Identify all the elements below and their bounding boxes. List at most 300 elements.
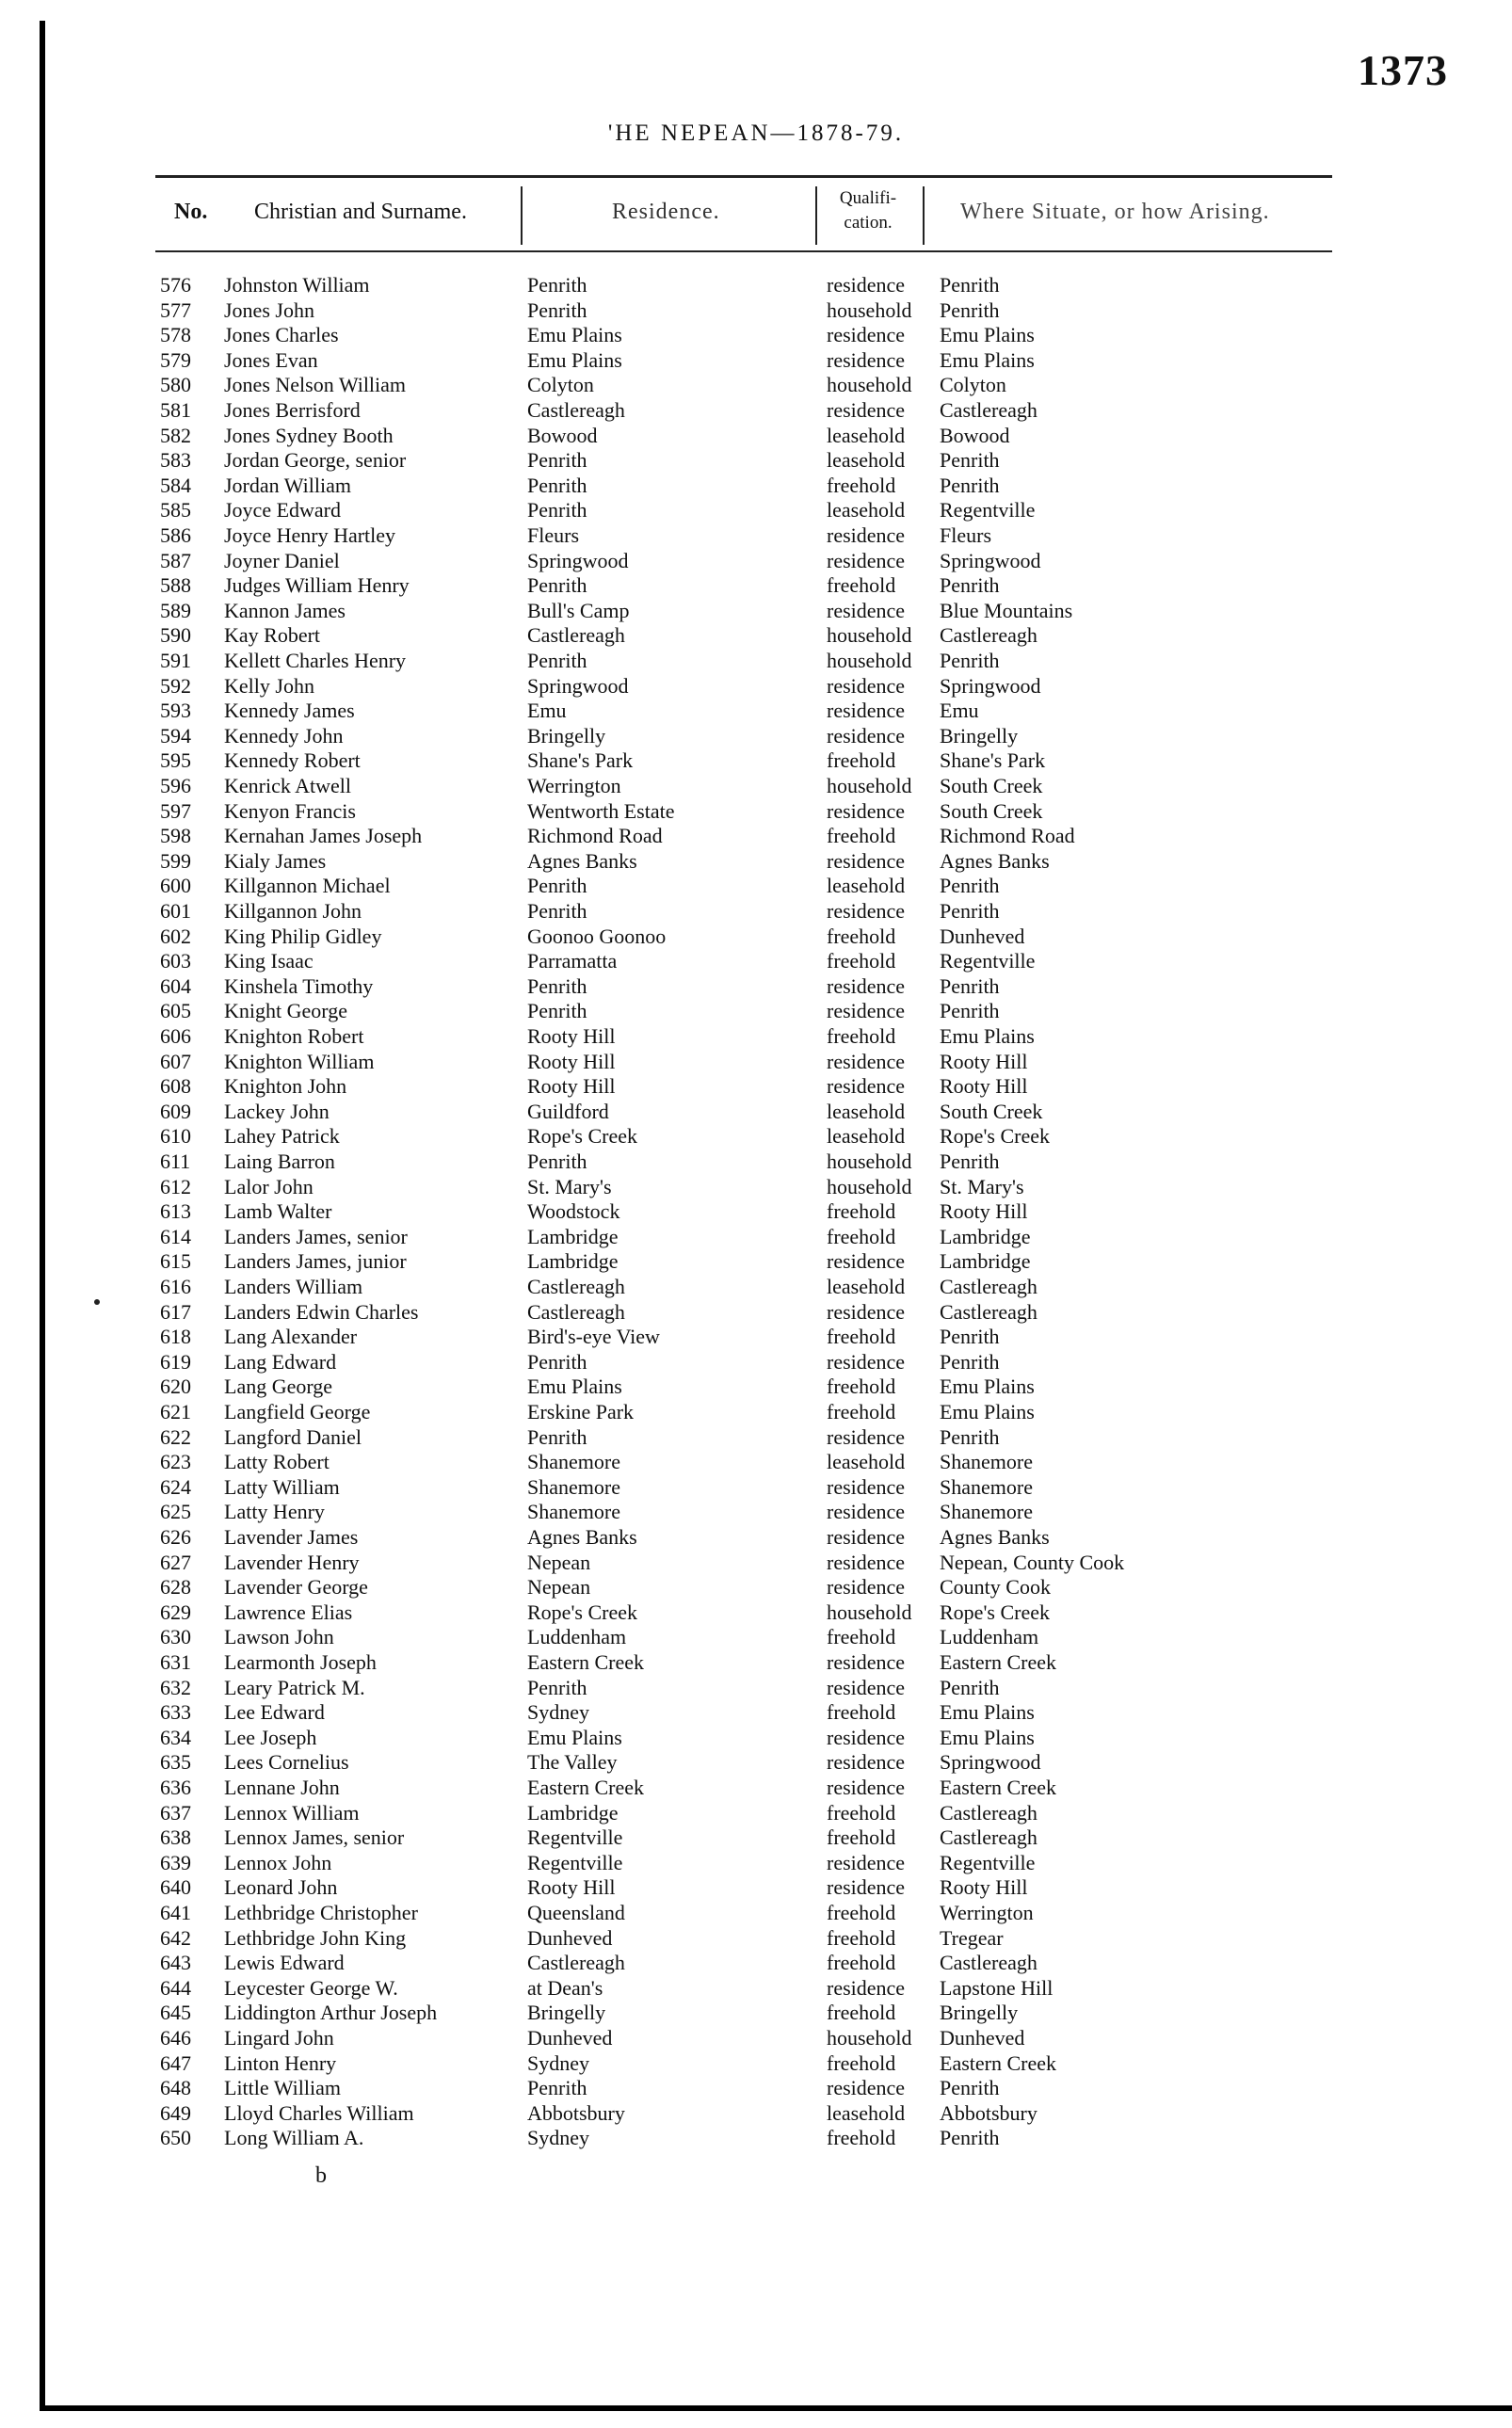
entry-number: 577: [160, 297, 191, 322]
entry-number: 622: [160, 1424, 191, 1449]
property-location: South Creek: [940, 798, 1043, 823]
entry-number: 638: [160, 1825, 191, 1850]
voter-residence: Eastern Creek: [527, 1650, 644, 1674]
table-row: [0, 1776, 1512, 1800]
voter-qualification: residence: [827, 798, 906, 823]
voter-name: Landers James, senior: [224, 1224, 408, 1248]
table-row: [0, 974, 1512, 999]
voter-residence: Emu: [527, 699, 567, 723]
table-row: [0, 448, 1512, 473]
table-row: [0, 1275, 1512, 1299]
entry-number: 637: [160, 1800, 191, 1825]
voter-residence: Regentville: [527, 1850, 623, 1874]
header-rule-top: [155, 175, 1332, 178]
voter-name: Lingard John: [224, 2026, 334, 2050]
voter-qualification: household: [827, 297, 912, 322]
property-location: Shanemore: [940, 1474, 1033, 1499]
voter-qualification: residence: [827, 1675, 906, 1699]
table-row: [0, 424, 1512, 448]
voter-residence: Eastern Creek: [527, 1776, 644, 1799]
property-location: Emu Plains: [940, 323, 1035, 347]
voter-name: Kenyon Francis: [224, 798, 356, 823]
voter-residence: Emu Plains: [527, 1375, 622, 1399]
table-row: [0, 1350, 1512, 1375]
property-location: Shanemore: [940, 1500, 1033, 1524]
entry-number: 579: [160, 347, 191, 372]
table-row: [0, 1825, 1512, 1850]
table-row: [0, 623, 1512, 648]
voter-qualification: residence: [827, 598, 906, 622]
entry-number: 613: [160, 1199, 191, 1224]
property-location: Richmond Road: [940, 824, 1075, 848]
property-location: Springwood: [940, 548, 1041, 572]
entry-number: 616: [160, 1275, 191, 1298]
voter-name: Lang Edward: [224, 1349, 337, 1374]
voter-qualification: residence: [827, 1575, 906, 1600]
voter-qualification: freehold: [827, 1199, 896, 1224]
entry-number: 643: [160, 1951, 191, 1975]
property-location: Springwood: [940, 673, 1041, 698]
voter-residence: Penrith: [527, 473, 587, 497]
voter-qualification: leasehold: [827, 1099, 906, 1123]
entry-number: 629: [160, 1600, 191, 1624]
voter-qualification: residence: [827, 1525, 906, 1549]
voter-qualification: residence: [827, 1249, 906, 1274]
voter-name: Jones John: [224, 297, 314, 322]
voter-qualification: freehold: [827, 1625, 896, 1649]
table-row: [0, 1951, 1512, 1975]
voter-qualification: residence: [827, 548, 906, 572]
column-divider: [521, 186, 523, 245]
property-location: South Creek: [940, 774, 1043, 797]
voter-residence: Castlereagh: [527, 623, 625, 648]
entry-number: 626: [160, 1525, 191, 1549]
voter-qualification: residence: [827, 1424, 906, 1449]
voter-qualification: leasehold: [827, 423, 906, 447]
voter-name: Little William: [224, 2076, 341, 2100]
property-location: Rooty Hill: [940, 1199, 1028, 1224]
voter-qualification: freehold: [827, 1800, 896, 1825]
entry-number: 614: [160, 1224, 191, 1248]
voter-name: King Philip Gidley: [224, 924, 382, 948]
voter-name: Long William A.: [224, 2126, 364, 2150]
property-location: Castlereagh: [940, 1951, 1037, 1975]
property-location: Rooty Hill: [940, 1049, 1028, 1073]
voter-residence: Dunheved: [527, 2026, 613, 2050]
property-location: Lambridge: [940, 1224, 1031, 1248]
table-row: [0, 1199, 1512, 1224]
entry-number: 649: [160, 2100, 191, 2125]
voter-residence: Nepean: [527, 1550, 591, 1574]
ink-spot: [94, 1299, 100, 1305]
voter-residence: Penrith: [527, 1150, 587, 1173]
voter-residence: Bowood: [527, 423, 598, 447]
table-row: [0, 298, 1512, 323]
voter-qualification: leasehold: [827, 1450, 906, 1474]
voter-residence: Bringelly: [527, 2001, 606, 2025]
table-row: [0, 573, 1512, 598]
voter-name: Johnston William: [224, 273, 370, 297]
property-location: Colyton: [940, 373, 1006, 397]
voter-qualification: residence: [827, 323, 906, 347]
entry-number: 607: [160, 1049, 191, 1073]
entry-number: 586: [160, 523, 191, 547]
voter-qualification: residence: [827, 1650, 906, 1674]
entry-number: 608: [160, 1074, 191, 1099]
table-row: [0, 1926, 1512, 1951]
column-header-residence: Residence.: [612, 200, 720, 224]
voter-residence: Woodstock: [527, 1199, 620, 1224]
entry-number: 600: [160, 874, 191, 898]
table-row: [0, 925, 1512, 949]
voter-qualification: freehold: [827, 2126, 896, 2150]
voter-name: Landers William: [224, 1275, 363, 1298]
table-row: [0, 2076, 1512, 2100]
voter-residence: Sydney: [527, 1700, 589, 1725]
voter-residence: Penrith: [527, 2076, 587, 2100]
voter-name: Learmonth Joseph: [224, 1650, 377, 1674]
entry-number: 631: [160, 1650, 191, 1674]
entry-number: 603: [160, 949, 191, 973]
property-location: Springwood: [940, 1750, 1041, 1775]
header-rule-bottom: [155, 250, 1332, 252]
voter-qualification: residence: [827, 273, 906, 297]
entry-number: 634: [160, 1725, 191, 1749]
entry-number: 635: [160, 1750, 191, 1775]
voter-qualification: household: [827, 649, 912, 672]
table-row: [0, 1726, 1512, 1750]
table-row: [0, 999, 1512, 1023]
voter-qualification: freehold: [827, 924, 896, 948]
voter-residence: Lambridge: [527, 1800, 619, 1825]
property-location: Emu: [940, 699, 979, 723]
voter-residence: Bird's-eye View: [527, 1325, 660, 1349]
voter-residence: Dunheved: [527, 1925, 613, 1950]
voter-name: Kay Robert: [224, 623, 321, 648]
property-location: Nepean, County Cook: [940, 1550, 1125, 1574]
entry-number: 578: [160, 323, 191, 347]
table-row: [0, 273, 1512, 297]
voter-name: Langford Daniel: [224, 1424, 362, 1449]
entry-number: 580: [160, 373, 191, 397]
property-location: Rooty Hill: [940, 1074, 1028, 1099]
table-row: [0, 1475, 1512, 1500]
voter-residence: Erskine Park: [527, 1400, 635, 1423]
column-divider: [815, 186, 817, 245]
property-location: Agnes Banks: [940, 848, 1050, 873]
property-location: South Creek: [940, 1099, 1043, 1123]
voter-name: Lawson John: [224, 1625, 334, 1649]
entry-number: 641: [160, 1901, 191, 1924]
entry-number: 599: [160, 848, 191, 873]
voter-name: Kellett Charles Henry: [224, 649, 407, 672]
table-row: [0, 549, 1512, 573]
voter-name: Lewis Edward: [224, 1951, 345, 1975]
entry-number: 646: [160, 2026, 191, 2050]
voter-residence: Castlereagh: [527, 1951, 625, 1975]
entry-number: 593: [160, 699, 191, 723]
voter-qualification: freehold: [827, 1901, 896, 1924]
entry-number: 628: [160, 1575, 191, 1600]
entry-number: 612: [160, 1174, 191, 1198]
voter-name: Lavender George: [224, 1575, 368, 1600]
voter-residence: Shanemore: [527, 1500, 620, 1524]
entry-number: 636: [160, 1776, 191, 1799]
property-location: Rooty Hill: [940, 1875, 1028, 1900]
voter-name: Lahey Patrick: [224, 1124, 340, 1149]
voter-qualification: household: [827, 1150, 912, 1173]
voter-name: Lennox John: [224, 1850, 332, 1874]
table-row: [0, 899, 1512, 924]
voter-qualification: residence: [827, 1725, 906, 1749]
voter-residence: Agnes Banks: [527, 848, 637, 873]
entry-number: 621: [160, 1400, 191, 1423]
entry-number: 617: [160, 1299, 191, 1324]
property-location: Penrith: [940, 1349, 1000, 1374]
entry-number: 611: [160, 1150, 191, 1173]
entry-number: 639: [160, 1850, 191, 1874]
voter-name: Langfield George: [224, 1400, 371, 1423]
voter-residence: Rooty Hill: [527, 1875, 616, 1900]
entry-number: 602: [160, 924, 191, 948]
property-location: Penrith: [940, 874, 1000, 898]
table-row: [0, 1124, 1512, 1149]
voter-qualification: residence: [827, 1349, 906, 1374]
voter-residence: Werrington: [527, 774, 621, 797]
table-row: [0, 1050, 1512, 1074]
property-location: St. Mary's: [940, 1174, 1024, 1198]
property-location: Penrith: [940, 1675, 1000, 1699]
voter-qualification: residence: [827, 1975, 906, 2000]
entry-number: 630: [160, 1625, 191, 1649]
property-location: Penrith: [940, 297, 1000, 322]
voter-qualification: freehold: [827, 573, 896, 598]
property-location: Emu Plains: [940, 1375, 1035, 1399]
voter-name: Kialy James: [224, 848, 327, 873]
entry-number: 615: [160, 1249, 191, 1274]
table-row: [0, 1525, 1512, 1550]
voter-residence: Fleurs: [527, 523, 579, 547]
property-location: Emu Plains: [940, 347, 1035, 372]
table-row: [0, 2001, 1512, 2025]
voter-residence: Penrith: [527, 874, 587, 898]
voter-qualification: residence: [827, 699, 906, 723]
table-row: [0, 1801, 1512, 1825]
voter-residence: Nepean: [527, 1575, 591, 1600]
voter-qualification: residence: [827, 1049, 906, 1073]
table-row: [0, 599, 1512, 623]
table-row: [0, 398, 1512, 423]
voter-name: Lamb Walter: [224, 1199, 332, 1224]
voter-qualification: household: [827, 373, 912, 397]
voter-qualification: freehold: [827, 949, 896, 973]
voter-name: Laing Barron: [224, 1150, 335, 1173]
voter-residence: Penrith: [527, 573, 587, 598]
table-row: [0, 1225, 1512, 1249]
table-row: [0, 498, 1512, 523]
voter-name: Kelly John: [224, 673, 314, 698]
entry-number: 597: [160, 798, 191, 823]
voter-qualification: household: [827, 774, 912, 797]
table-row: [0, 1024, 1512, 1049]
table-row: [0, 699, 1512, 723]
voter-name: Knighton John: [224, 1074, 347, 1099]
entry-number: 589: [160, 598, 191, 622]
table-row: [0, 1400, 1512, 1424]
voter-name: Jones Charles: [224, 323, 339, 347]
property-location: Lambridge: [940, 1249, 1031, 1274]
voter-qualification: freehold: [827, 1700, 896, 1725]
table-row: [0, 1500, 1512, 1524]
voter-residence: Agnes Banks: [527, 1525, 637, 1549]
voter-name: Kennedy John: [224, 723, 344, 748]
column-header-name: Christian and Surname.: [254, 200, 467, 224]
voter-name: Killgannon Michael: [224, 874, 391, 898]
voter-name: Kennedy James: [224, 699, 355, 723]
voter-name: Lavender James: [224, 1525, 359, 1549]
voter-name: Landers James, junior: [224, 1249, 407, 1274]
voter-residence: Wentworth Estate: [527, 798, 675, 823]
voter-name: Jordan William: [224, 473, 351, 497]
table-row: [0, 1676, 1512, 1700]
table-row: [0, 949, 1512, 973]
table-row: [0, 748, 1512, 773]
voter-name: Linton Henry: [224, 2050, 337, 2075]
voter-name: Lawrence Elias: [224, 1600, 353, 1624]
voter-qualification: residence: [827, 673, 906, 698]
entry-number: 619: [160, 1349, 191, 1374]
property-location: Eastern Creek: [940, 2050, 1056, 2075]
voter-qualification: freehold: [827, 1375, 896, 1399]
voter-qualification: freehold: [827, 1224, 896, 1248]
voter-name: Latty Henry: [224, 1500, 325, 1524]
entry-number: 625: [160, 1500, 191, 1524]
entry-number: 582: [160, 423, 191, 447]
entry-number: 594: [160, 723, 191, 748]
property-location: Penrith: [940, 2126, 1000, 2150]
property-location: Dunheved: [940, 924, 1025, 948]
signature-mark: b: [315, 2163, 327, 2188]
entry-number: 620: [160, 1375, 191, 1399]
voter-residence: Sydney: [527, 2126, 589, 2150]
table-row: [0, 1976, 1512, 2001]
table-row: [0, 1100, 1512, 1124]
table-row: [0, 2101, 1512, 2126]
voter-residence: Guildford: [527, 1099, 609, 1123]
voter-name: Joyce Henry Hartley: [224, 523, 396, 547]
table-row: [0, 674, 1512, 699]
voter-name: Leycester George W.: [224, 1975, 398, 2000]
entry-number: 591: [160, 649, 191, 672]
voter-name: Jones Evan: [224, 347, 318, 372]
property-location: Dunheved: [940, 2026, 1025, 2050]
voter-name: King Isaac: [224, 949, 314, 973]
property-location: Abbotsbury: [940, 2100, 1037, 2125]
property-location: Shane's Park: [940, 748, 1046, 773]
voter-residence: Penrith: [527, 649, 587, 672]
table-row: [0, 1650, 1512, 1675]
entry-number: 618: [160, 1325, 191, 1349]
voter-name: Knight George: [224, 999, 347, 1023]
voter-residence: at Dean's: [527, 1975, 603, 2000]
voter-residence: Rooty Hill: [527, 1024, 616, 1048]
voter-residence: Penrith: [527, 899, 587, 923]
voter-name: Liddington Arthur Joseph: [224, 2001, 438, 2025]
property-location: Bringelly: [940, 2001, 1019, 2025]
table-row: [0, 1249, 1512, 1274]
voter-residence: The Valley: [527, 1750, 618, 1775]
property-location: Emu Plains: [940, 1400, 1035, 1423]
property-location: Agnes Banks: [940, 1525, 1050, 1549]
voter-name: Kenrick Atwell: [224, 774, 352, 797]
table-row: [0, 348, 1512, 373]
property-location: Lapstone Hill: [940, 1975, 1054, 2000]
voter-residence: Queensland: [527, 1901, 625, 1924]
entry-number: 633: [160, 1700, 191, 1725]
table-row: [0, 1150, 1512, 1174]
column-header-qualification: Qualifi- cation.: [839, 188, 897, 233]
entry-number: 581: [160, 398, 191, 422]
voter-name: Lee Joseph: [224, 1725, 317, 1749]
voter-qualification: household: [827, 1600, 912, 1624]
table-row: [0, 2051, 1512, 2076]
voter-name: Knighton Robert: [224, 1024, 364, 1048]
entry-number: 610: [160, 1124, 191, 1149]
voter-residence: Parramatta: [527, 949, 618, 973]
entry-number: 588: [160, 573, 191, 598]
voter-qualification: residence: [827, 398, 906, 422]
voter-name: Joyce Edward: [224, 498, 342, 523]
voter-residence: Castlereagh: [527, 1299, 625, 1324]
table-row: [0, 1575, 1512, 1600]
table-row: [0, 1551, 1512, 1575]
voter-name: Kinshela Timothy: [224, 973, 374, 998]
table-row: [0, 523, 1512, 548]
property-location: Werrington: [940, 1901, 1034, 1924]
voter-qualification: household: [827, 1174, 912, 1198]
property-location: Castlereagh: [940, 1800, 1037, 1825]
property-location: Rope's Creek: [940, 1600, 1050, 1624]
voter-name: Lees Cornelius: [224, 1750, 349, 1775]
voter-residence: Penrith: [527, 999, 587, 1023]
voter-residence: Penrith: [527, 297, 587, 322]
voter-qualification: freehold: [827, 824, 896, 848]
table-row: [0, 824, 1512, 848]
property-location: Castlereagh: [940, 1275, 1037, 1298]
voter-residence: Penrith: [527, 498, 587, 523]
voter-residence: Shane's Park: [527, 748, 634, 773]
property-location: Shanemore: [940, 1450, 1033, 1474]
voter-residence: Richmond Road: [527, 824, 663, 848]
voter-qualification: leasehold: [827, 1124, 906, 1149]
voter-residence: Rope's Creek: [527, 1124, 637, 1149]
entry-number: 624: [160, 1474, 191, 1499]
voter-name: Joyner Daniel: [224, 548, 340, 572]
voter-name: Jordan George, senior: [224, 448, 407, 473]
voter-residence: Penrith: [527, 1675, 587, 1699]
entry-number: 585: [160, 498, 191, 523]
entry-number: 596: [160, 774, 191, 797]
voter-name: Lethbridge Christopher: [224, 1901, 418, 1924]
voter-residence: Colyton: [527, 373, 594, 397]
voter-qualification: residence: [827, 1500, 906, 1524]
page-number: 1373: [1358, 46, 1448, 94]
voter-name: Jones Sydney Booth: [224, 423, 394, 447]
table-row: [0, 1851, 1512, 1875]
voter-name: Leary Patrick M.: [224, 1675, 365, 1699]
voter-qualification: residence: [827, 999, 906, 1023]
voter-qualification: leasehold: [827, 1275, 906, 1298]
